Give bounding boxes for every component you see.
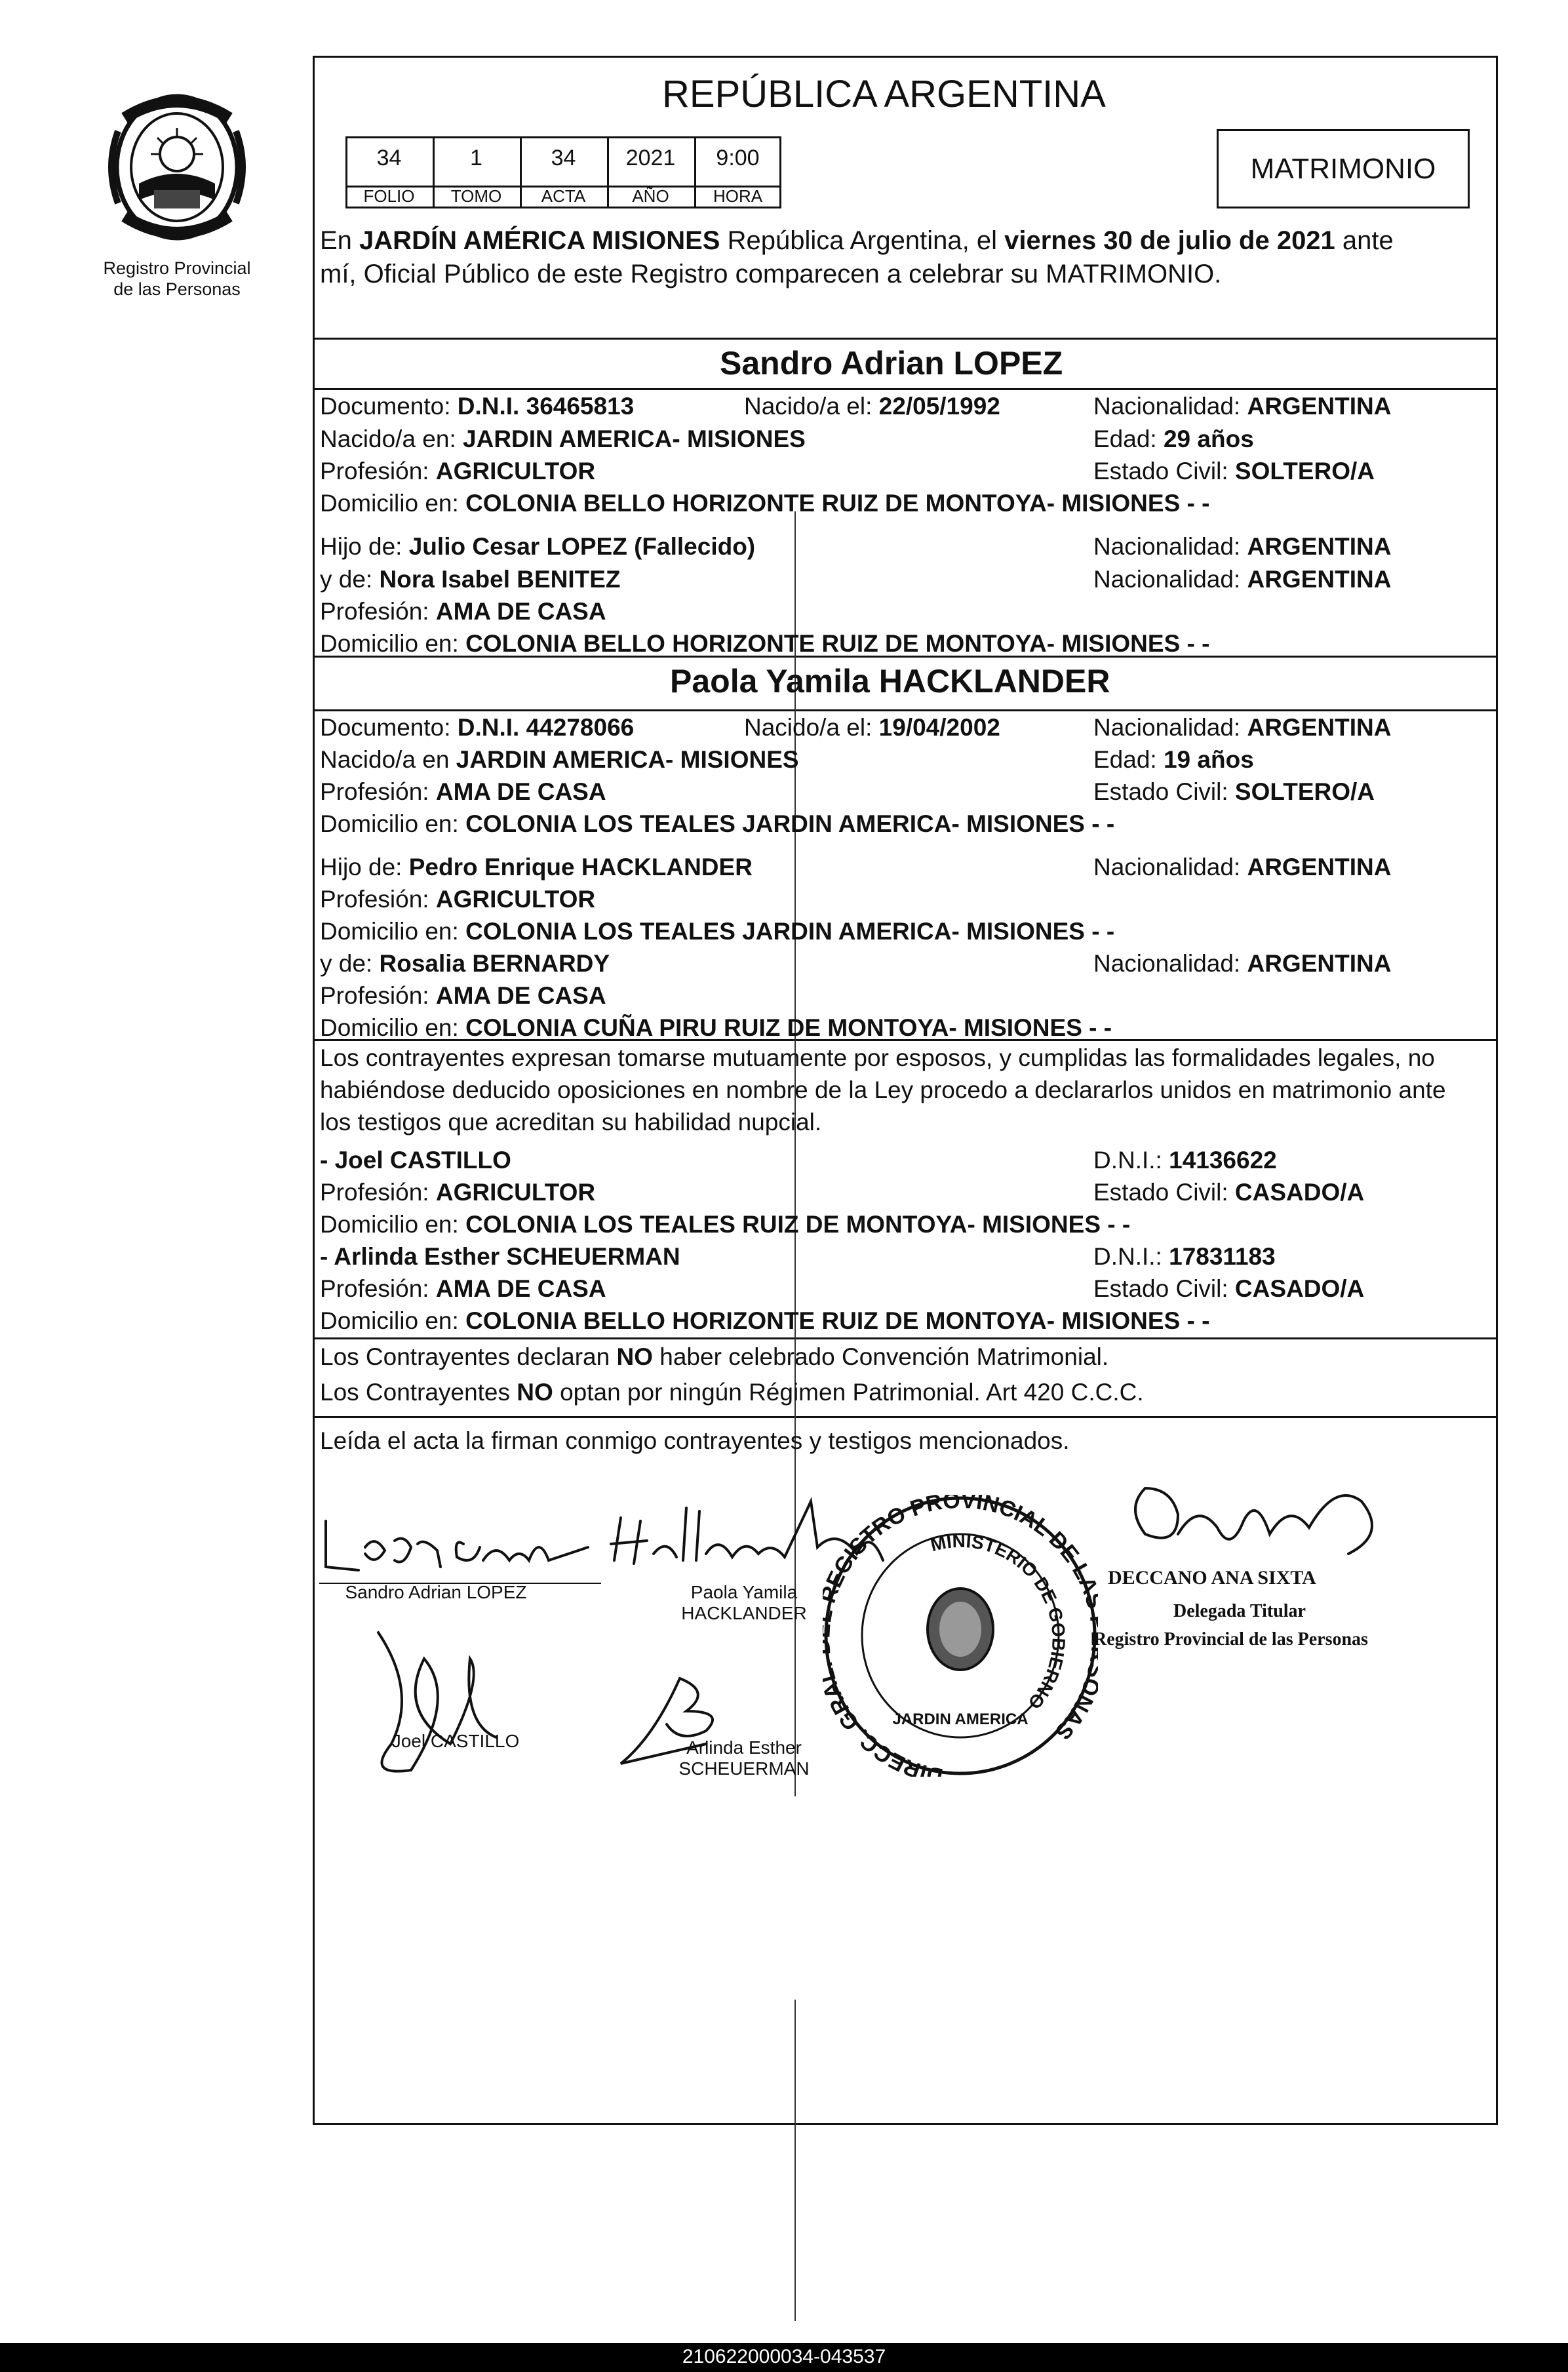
declaration-line3: los testigos que acreditan su habilidad nupcial. xyxy=(320,1109,822,1136)
groom-age-line: Edad: 29 años xyxy=(1093,425,1254,452)
page-title: REPÚBLICA ARGENTINA xyxy=(662,73,1106,115)
closing-text: Leída el acta la firman conmigo contrayentes y testigos mencionados. xyxy=(320,1427,1070,1454)
bride-age-line: Edad: 19 años xyxy=(1093,746,1254,773)
groom-born-line: Nacido/a el: 22/05/1992 xyxy=(744,393,1000,420)
footer-code: 210622000034-043537 xyxy=(682,2346,886,2367)
stamp-inner-text: MINISTERIO DE GOBIERNO xyxy=(928,1530,1069,1713)
acta-label: ACTA xyxy=(541,186,586,206)
bride-doc-line: Documento: D.N.I. 44278066 xyxy=(320,714,635,741)
bride-mother-line: y de: Rosalia BERNARDY xyxy=(320,950,610,977)
witness2-name: - Arlinda Esther SCHEUERMAN xyxy=(320,1243,680,1270)
witness1-prof: Profesión: AGRICULTOR xyxy=(320,1179,596,1206)
bride-civil-line: Estado Civil: SOLTERO/A xyxy=(1093,778,1375,805)
groom-father-line: Hijo de: Julio Cesar LOPEZ (Fallecido) xyxy=(320,533,756,560)
groom-doc-line: Documento: D.N.I. 36465813 xyxy=(320,393,635,420)
official-name: DECCANO ANA SIXTA xyxy=(1108,1567,1316,1589)
intro-place: JARDÍN AMÉRICA MISIONES xyxy=(359,226,720,255)
tomo-value: 1 xyxy=(470,146,482,170)
anio-value: 2021 xyxy=(625,146,676,170)
witness2-dni: D.N.I.: 17831183 xyxy=(1093,1243,1276,1270)
groom-parents-prof: Profesión: AMA DE CASA xyxy=(320,598,606,625)
bride-father-nat: Nacionalidad: ARGENTINA xyxy=(1093,854,1392,880)
groom-prof-line: Profesión: AGRICULTOR xyxy=(320,458,596,484)
witness1-addr: Domicilio en: COLONIA LOS TEALES RUIZ DE MONTOYA- MISIONES - - xyxy=(320,1211,1131,1238)
center-guide-line-lower xyxy=(794,2000,796,2321)
stamp-seal-icon xyxy=(823,1495,1098,1777)
groom-name: Sandro Adrian LOPEZ xyxy=(720,345,1063,382)
groom-signature xyxy=(326,1521,588,1570)
bride-nat-line: Nacionalidad: ARGENTINA xyxy=(1093,714,1392,741)
bride-father-addr: Domicilio en: COLONIA LOS TEALES JARDIN AMERICA- MISIONES - - xyxy=(320,918,1115,945)
groom-nat-line: Nacionalidad: ARGENTINA xyxy=(1093,393,1392,420)
official-stamp xyxy=(823,1495,1098,1777)
hora-value: 9:00 xyxy=(716,146,760,170)
bride-birthplace-line: Nacido/a en JARDIN AMERICA- MISIONES xyxy=(320,746,799,773)
sig-label-witness2-2: SCHEUERMAN xyxy=(678,1758,810,1779)
sig-label-groom: Sandro Adrian LOPEZ xyxy=(345,1582,527,1602)
bride-father-prof: Profesión: AGRICULTOR xyxy=(320,886,596,913)
official-role: Delegada Titular xyxy=(1173,1601,1306,1621)
record-table xyxy=(345,136,781,208)
groom-birthplace-line: Nacido/a en: JARDIN AMERICA- MISIONES xyxy=(320,425,806,452)
groom-addr-line: Domicilio en: COLONIA BELLO HORIZONTE RUIZ DE MONTOYA- MISIONES - - xyxy=(320,490,1210,517)
intro-line2: mí, Oficial Público de este Registro comparecen a celebrar su MATRIMONIO. xyxy=(320,260,1222,288)
witness2-prof: Profesión: AMA DE CASA xyxy=(320,1275,606,1302)
tomo-label: TOMO xyxy=(450,186,502,206)
hora-label: HORA xyxy=(713,186,763,206)
witness2-addr: Domicilio en: COLONIA BELLO HORIZONTE RUIZ DE MONTOYA- MISIONES - - xyxy=(320,1307,1210,1334)
witness2-civil: Estado Civil: CASADO/A xyxy=(1093,1275,1365,1302)
witness1-civil: Estado Civil: CASADO/A xyxy=(1093,1179,1365,1206)
logo-caption-line2: de las Personas xyxy=(113,279,241,299)
folio-label: FOLIO xyxy=(363,186,415,206)
intro-line1: En JARDÍN AMÉRICA MISIONES República Argentina, el viernes 30 de julio de 2021 ante xyxy=(320,226,1394,255)
witness1-dni: D.N.I.: 14136622 xyxy=(1093,1147,1277,1174)
bride-mother-prof: Profesión: AMA DE CASA xyxy=(320,982,606,1009)
registry-logo xyxy=(98,92,256,256)
declaration-line2: habiéndose deducido oposiciones en nombre de la Ley procedo a declararlos unidos en matrimonio ante xyxy=(320,1077,1446,1103)
acta-value: 34 xyxy=(551,146,576,170)
official-signature xyxy=(1135,1488,1372,1554)
groom-mother-line: y de: Nora Isabel BENITEZ xyxy=(320,566,621,593)
logo-caption-line1: Registro Provincial xyxy=(103,258,251,278)
groom-mother-nat: Nacionalidad: ARGENTINA xyxy=(1093,566,1392,593)
stamp-outer-text: DIRECC. GR EGISTRO PROVINCIAL DE L NAS xyxy=(823,1495,1098,1777)
bride-father-line: Hijo de: Pedro Enrique HACKLANDER xyxy=(320,854,753,880)
bride-born-line: Nacido/a el: 19/04/2002 xyxy=(744,714,1000,741)
sig-label-witness2-1: Arlinda Esther xyxy=(686,1737,802,1758)
stamp-bottom-text: JARDIN AMERICA xyxy=(892,1710,1029,1728)
bride-prof-line: Profesión: AMA DE CASA xyxy=(320,778,606,805)
official-office: Registro Provincial de las Personas xyxy=(1093,1629,1368,1650)
anio-label: AÑO xyxy=(632,186,669,206)
declaration-line1: Los contrayentes expresan tomarse mutuamente por esposos, y cumplidas las formalidades legales, no xyxy=(320,1044,1435,1071)
sig-label-bride-1: Paola Yamila xyxy=(690,1582,798,1602)
bride-addr-line: Domicilio en: COLONIA LOS TEALES JARDIN AMERICA- MISIONES - - xyxy=(320,810,1115,837)
sig-label-witness1: Joel CASTILLO xyxy=(391,1731,520,1751)
convention-line2: Los Contrayentes NO optan por ningún Régimen Patrimonial. Art 420 C.C.C. xyxy=(320,1379,1144,1406)
groom-parents-addr: Domicilio en: COLONIA BELLO HORIZONTE RUIZ DE MONTOYA- MISIONES - - xyxy=(320,630,1210,657)
logo-caption xyxy=(79,258,275,300)
act-type-box: MATRIMONIO xyxy=(1217,129,1470,208)
convention-line1: Los Contrayentes declaran NO haber celebrado Convención Matrimonial. xyxy=(320,1343,1109,1370)
groom-father-nat: Nacionalidad: ARGENTINA xyxy=(1093,533,1392,560)
bride-mother-nat: Nacionalidad: ARGENTINA xyxy=(1093,950,1392,977)
intro-date: viernes 30 de julio de 2021 xyxy=(1004,226,1335,255)
sig-label-bride-2: HACKLANDER xyxy=(681,1603,807,1623)
provincial-shield-icon xyxy=(98,92,256,256)
groom-civil-line: Estado Civil: SOLTERO/A xyxy=(1093,458,1375,484)
witness1-name: - Joel CASTILLO xyxy=(320,1147,511,1174)
bride-name: Paola Yamila HACKLANDER xyxy=(670,663,1110,700)
folio-value: 34 xyxy=(376,146,402,170)
bride-mother-addr: Domicilio en: COLONIA CUÑA PIRU RUIZ DE MONTOYA- MISIONES - - xyxy=(320,1014,1112,1041)
